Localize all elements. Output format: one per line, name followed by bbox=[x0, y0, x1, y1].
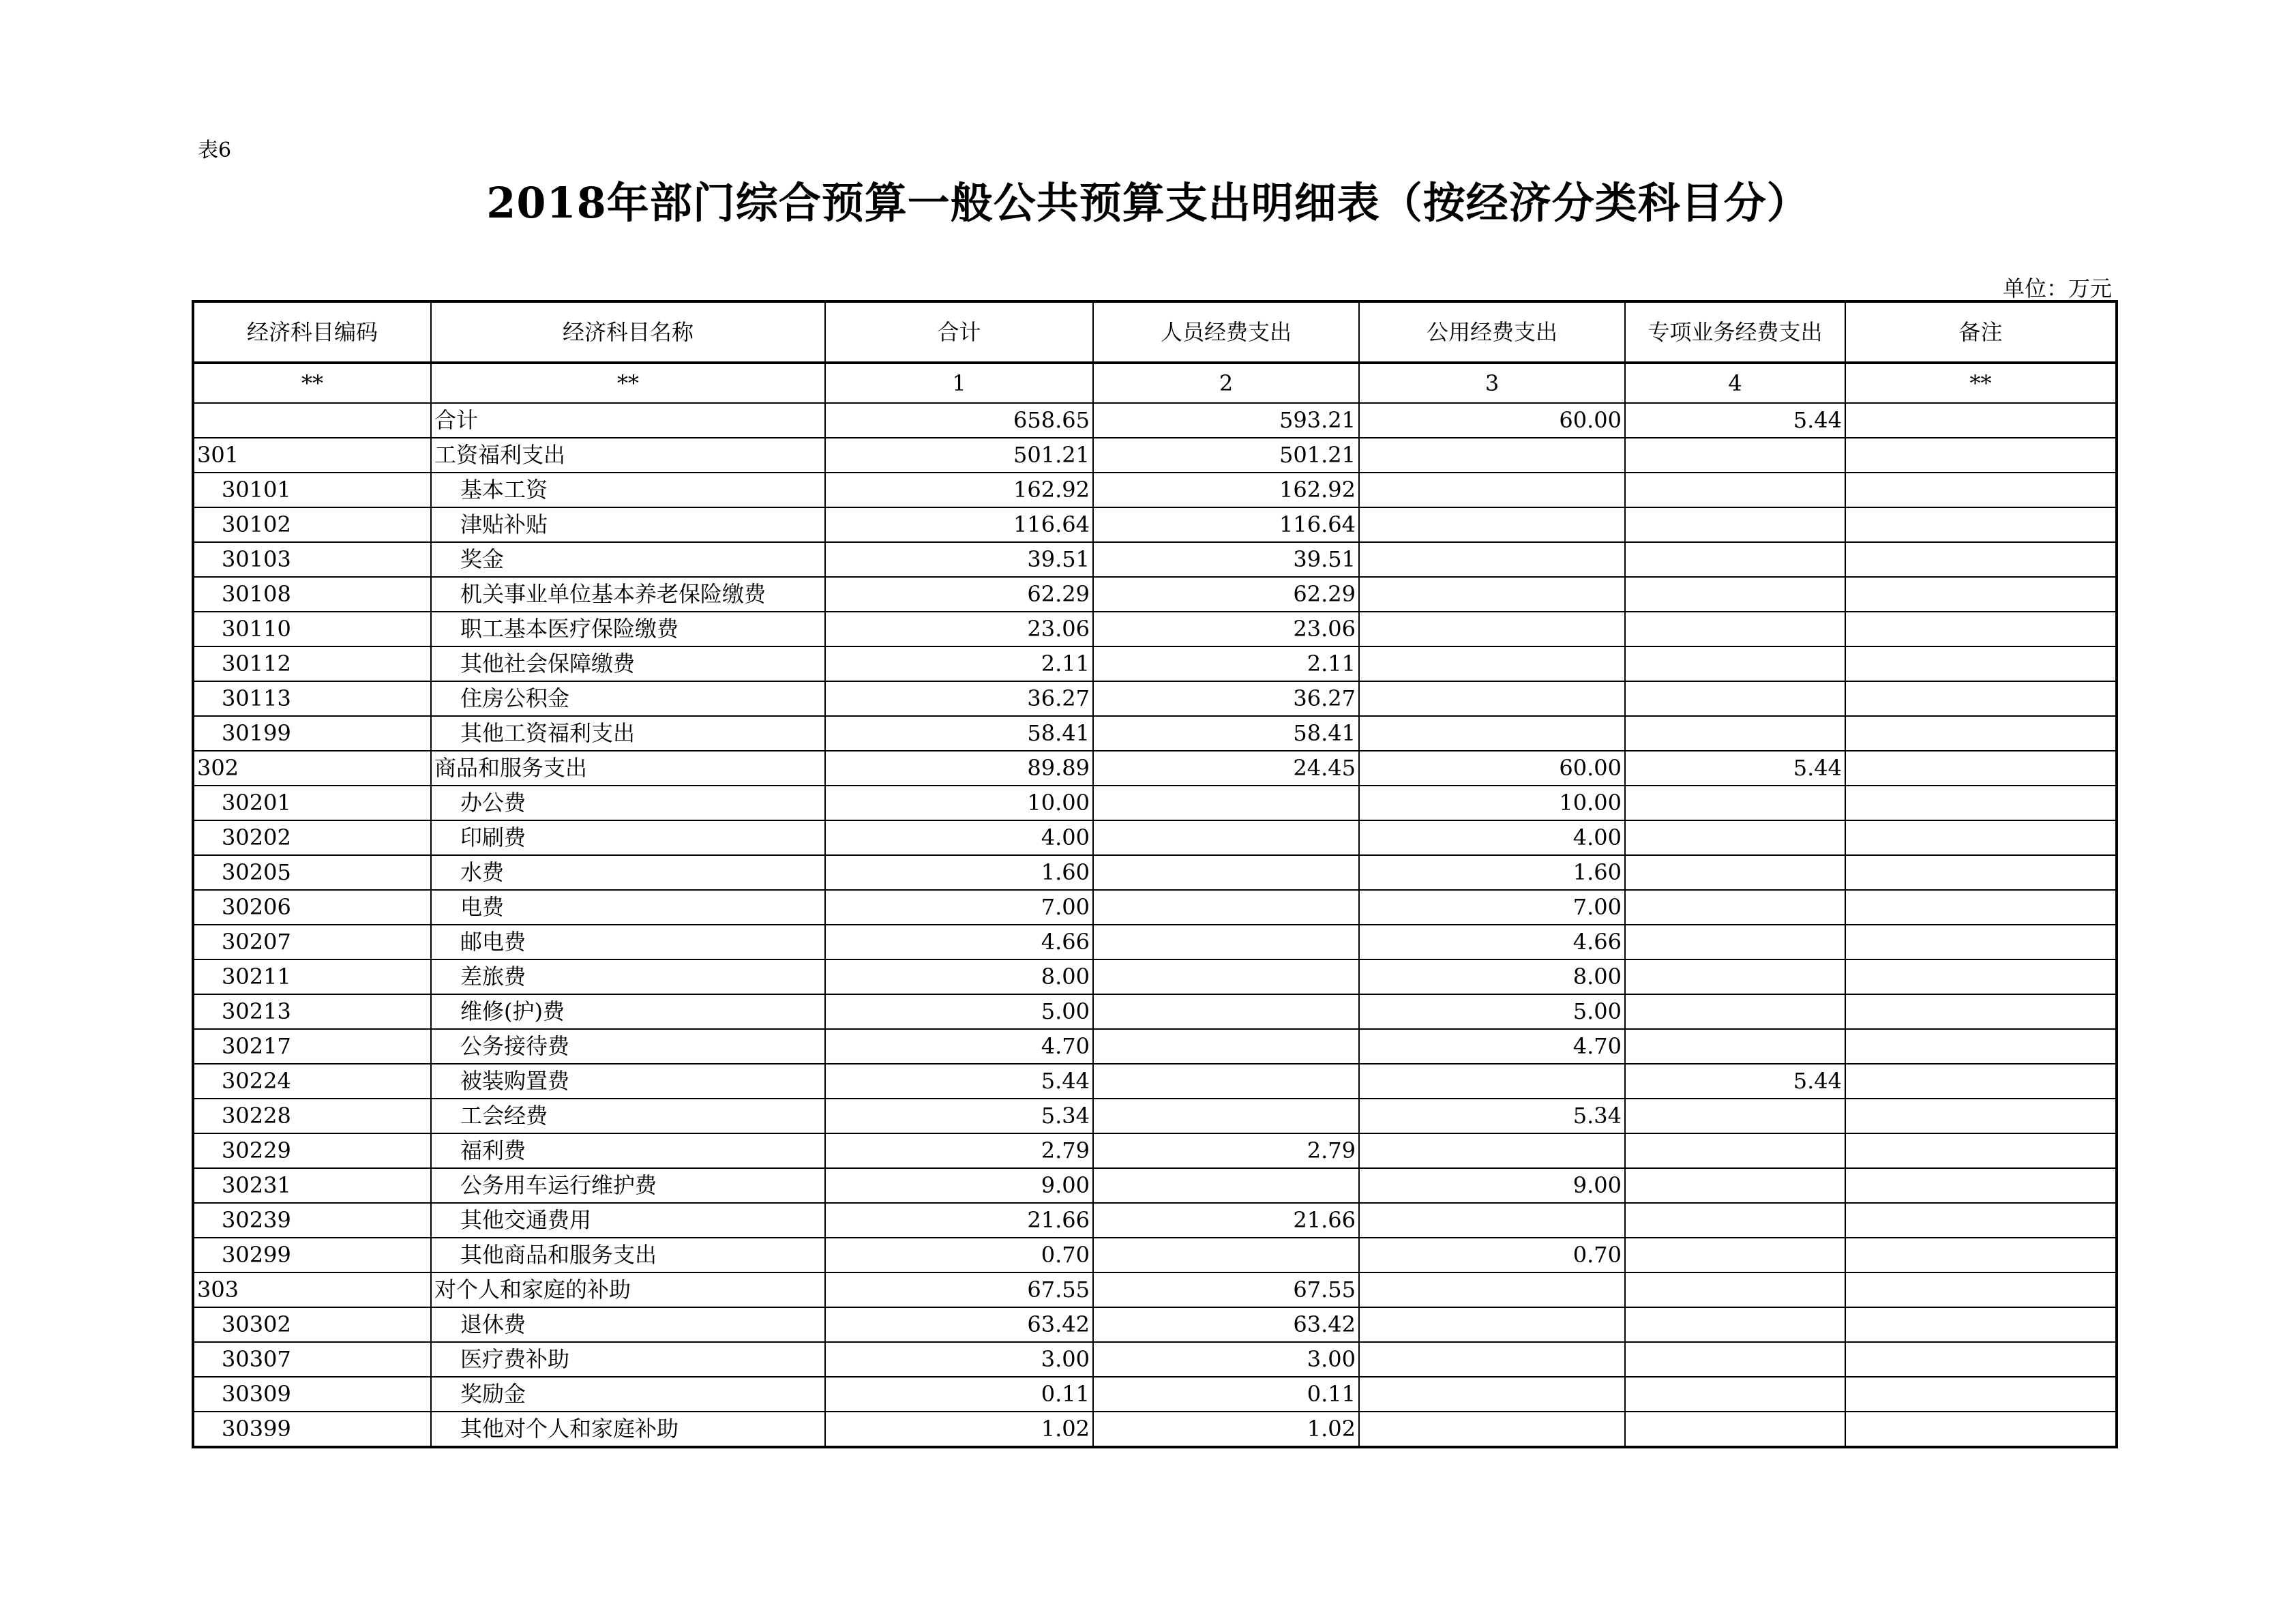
cell-code: 30224 bbox=[193, 1064, 431, 1099]
cell-code: 30199 bbox=[193, 716, 431, 751]
cell-public bbox=[1359, 577, 1625, 612]
cell-public: 4.66 bbox=[1359, 925, 1625, 959]
table-row bbox=[193, 681, 2117, 716]
cell-public: 60.00 bbox=[1359, 751, 1625, 786]
cell-special bbox=[1625, 1203, 1845, 1238]
table-number-label: 表6 bbox=[198, 138, 232, 162]
cell-public bbox=[1359, 1133, 1625, 1168]
cell-name: 办公费 bbox=[431, 786, 825, 820]
cell-public bbox=[1359, 438, 1625, 473]
cell-name: 合计 bbox=[431, 403, 825, 438]
cell-total: 9.00 bbox=[825, 1168, 1093, 1203]
cell-name: 机关事业单位基本养老保险缴费 bbox=[431, 577, 825, 612]
cell-special bbox=[1625, 716, 1845, 751]
cell-personnel bbox=[1093, 786, 1359, 820]
unit-label: 单位：万元 bbox=[2002, 276, 2112, 301]
cell-code: 30101 bbox=[193, 473, 431, 507]
cell-name: 其他社会保障缴费 bbox=[431, 646, 825, 681]
cell-public: 9.00 bbox=[1359, 1168, 1625, 1203]
cell-personnel bbox=[1093, 1029, 1359, 1064]
cell-note bbox=[1845, 1272, 2117, 1307]
cell-code: 30205 bbox=[193, 855, 431, 890]
cell-personnel bbox=[1093, 994, 1359, 1029]
cell-name: 其他交通费用 bbox=[431, 1203, 825, 1238]
cell-special: 5.44 bbox=[1625, 751, 1845, 786]
table-row bbox=[193, 1064, 2117, 1099]
cell-total: 2.11 bbox=[825, 646, 1093, 681]
cell-name: 电费 bbox=[431, 890, 825, 925]
cell-total: 1.60 bbox=[825, 855, 1093, 890]
cell-personnel bbox=[1093, 820, 1359, 855]
cell-personnel: 2.11 bbox=[1093, 646, 1359, 681]
table-row bbox=[193, 1412, 2117, 1447]
cell-special bbox=[1625, 1168, 1845, 1203]
table-row bbox=[193, 994, 2117, 1029]
table-body bbox=[193, 403, 2117, 1447]
cell-total: 21.66 bbox=[825, 1203, 1093, 1238]
cell-personnel: 162.92 bbox=[1093, 473, 1359, 507]
column-index-row bbox=[193, 363, 2117, 403]
cell-code: 30228 bbox=[193, 1099, 431, 1133]
cell-note bbox=[1845, 577, 2117, 612]
cell-code: 30302 bbox=[193, 1307, 431, 1342]
cell-name: 公务用车运行维护费 bbox=[431, 1168, 825, 1203]
cell-public: 1.60 bbox=[1359, 855, 1625, 890]
cell-note bbox=[1845, 1168, 2117, 1203]
cell-note bbox=[1845, 786, 2117, 820]
cell-special bbox=[1625, 1238, 1845, 1272]
cell-note bbox=[1845, 473, 2117, 507]
cell-code: 30110 bbox=[193, 612, 431, 646]
cell-note bbox=[1845, 1307, 2117, 1342]
column-header-personnel: 人员经费支出 bbox=[1093, 301, 1359, 363]
table-row bbox=[193, 1203, 2117, 1238]
cell-total: 5.44 bbox=[825, 1064, 1093, 1099]
cell-name: 邮电费 bbox=[431, 925, 825, 959]
cell-public bbox=[1359, 473, 1625, 507]
cell-name: 水费 bbox=[431, 855, 825, 890]
cell-public bbox=[1359, 1203, 1625, 1238]
column-header-note: 备注 bbox=[1845, 301, 2117, 363]
cell-code: 303 bbox=[193, 1272, 431, 1307]
cell-code: 30206 bbox=[193, 890, 431, 925]
cell-special bbox=[1625, 507, 1845, 542]
cell-name: 被装购置费 bbox=[431, 1064, 825, 1099]
cell-code: 302 bbox=[193, 751, 431, 786]
table-row bbox=[193, 1377, 2117, 1412]
cell-name: 福利费 bbox=[431, 1133, 825, 1168]
cell-code: 30207 bbox=[193, 925, 431, 959]
table-row bbox=[193, 890, 2117, 925]
table-row bbox=[193, 473, 2117, 507]
table-row bbox=[193, 855, 2117, 890]
cell-code: 30229 bbox=[193, 1133, 431, 1168]
cell-code: 30102 bbox=[193, 507, 431, 542]
table-row bbox=[193, 1029, 2117, 1064]
cell-note bbox=[1845, 542, 2117, 577]
cell-public: 4.00 bbox=[1359, 820, 1625, 855]
column-index-public: 3 bbox=[1359, 363, 1625, 403]
cell-personnel: 62.29 bbox=[1093, 577, 1359, 612]
cell-public bbox=[1359, 1307, 1625, 1342]
cell-note bbox=[1845, 1064, 2117, 1099]
cell-special bbox=[1625, 438, 1845, 473]
cell-total: 2.79 bbox=[825, 1133, 1093, 1168]
cell-personnel: 2.79 bbox=[1093, 1133, 1359, 1168]
cell-code: 30201 bbox=[193, 786, 431, 820]
cell-total: 0.70 bbox=[825, 1238, 1093, 1272]
table-row bbox=[193, 959, 2117, 994]
cell-public: 8.00 bbox=[1359, 959, 1625, 994]
cell-public bbox=[1359, 681, 1625, 716]
cell-name: 差旅费 bbox=[431, 959, 825, 994]
column-header-name: 经济科目名称 bbox=[431, 301, 825, 363]
cell-name: 其他商品和服务支出 bbox=[431, 1238, 825, 1272]
cell-personnel: 593.21 bbox=[1093, 403, 1359, 438]
cell-special bbox=[1625, 1342, 1845, 1377]
cell-note bbox=[1845, 751, 2117, 786]
cell-public: 4.70 bbox=[1359, 1029, 1625, 1064]
cell-personnel: 63.42 bbox=[1093, 1307, 1359, 1342]
cell-total: 162.92 bbox=[825, 473, 1093, 507]
cell-personnel bbox=[1093, 855, 1359, 890]
cell-special bbox=[1625, 577, 1845, 612]
cell-note bbox=[1845, 507, 2117, 542]
cell-total: 62.29 bbox=[825, 577, 1093, 612]
cell-note bbox=[1845, 1377, 2117, 1412]
cell-note bbox=[1845, 1342, 2117, 1377]
cell-public: 0.70 bbox=[1359, 1238, 1625, 1272]
cell-total: 7.00 bbox=[825, 890, 1093, 925]
cell-note bbox=[1845, 855, 2117, 890]
cell-name: 基本工资 bbox=[431, 473, 825, 507]
table-row bbox=[193, 1307, 2117, 1342]
cell-personnel: 501.21 bbox=[1093, 438, 1359, 473]
cell-personnel bbox=[1093, 1064, 1359, 1099]
table-row bbox=[193, 751, 2117, 786]
cell-note bbox=[1845, 1133, 2117, 1168]
cell-special bbox=[1625, 890, 1845, 925]
cell-personnel: 116.64 bbox=[1093, 507, 1359, 542]
table-row bbox=[193, 542, 2117, 577]
cell-note bbox=[1845, 438, 2117, 473]
cell-public bbox=[1359, 542, 1625, 577]
cell-code: 30399 bbox=[193, 1412, 431, 1447]
cell-total: 4.66 bbox=[825, 925, 1093, 959]
cell-code bbox=[193, 403, 431, 438]
cell-public: 5.00 bbox=[1359, 994, 1625, 1029]
column-header-total: 合计 bbox=[825, 301, 1093, 363]
cell-public bbox=[1359, 612, 1625, 646]
cell-code: 30112 bbox=[193, 646, 431, 681]
cell-public bbox=[1359, 716, 1625, 751]
cell-note bbox=[1845, 820, 2117, 855]
cell-public: 5.34 bbox=[1359, 1099, 1625, 1133]
cell-personnel bbox=[1093, 890, 1359, 925]
cell-name: 奖励金 bbox=[431, 1377, 825, 1412]
column-index-name: ** bbox=[431, 363, 825, 403]
table-row bbox=[193, 646, 2117, 681]
cell-code: 30299 bbox=[193, 1238, 431, 1272]
table-row bbox=[193, 612, 2117, 646]
cell-special bbox=[1625, 473, 1845, 507]
cell-name: 工资福利支出 bbox=[431, 438, 825, 473]
cell-total: 36.27 bbox=[825, 681, 1093, 716]
cell-total: 1.02 bbox=[825, 1412, 1093, 1447]
cell-note bbox=[1845, 925, 2117, 959]
table-row bbox=[193, 1342, 2117, 1377]
cell-total: 501.21 bbox=[825, 438, 1093, 473]
cell-code: 30239 bbox=[193, 1203, 431, 1238]
cell-code: 30113 bbox=[193, 681, 431, 716]
cell-name: 住房公积金 bbox=[431, 681, 825, 716]
table-row bbox=[193, 1099, 2117, 1133]
cell-public bbox=[1359, 1377, 1625, 1412]
cell-personnel: 24.45 bbox=[1093, 751, 1359, 786]
cell-note bbox=[1845, 403, 2117, 438]
table-row bbox=[193, 1238, 2117, 1272]
cell-public bbox=[1359, 1272, 1625, 1307]
cell-special bbox=[1625, 786, 1845, 820]
cell-total: 0.11 bbox=[825, 1377, 1093, 1412]
table-row bbox=[193, 577, 2117, 612]
cell-name: 其他工资福利支出 bbox=[431, 716, 825, 751]
cell-total: 39.51 bbox=[825, 542, 1093, 577]
table-row bbox=[193, 1272, 2117, 1307]
cell-special bbox=[1625, 646, 1845, 681]
cell-name: 其他对个人和家庭补助 bbox=[431, 1412, 825, 1447]
table-row bbox=[193, 1168, 2117, 1203]
cell-special: 5.44 bbox=[1625, 403, 1845, 438]
cell-public bbox=[1359, 507, 1625, 542]
cell-public bbox=[1359, 646, 1625, 681]
cell-name: 公务接待费 bbox=[431, 1029, 825, 1064]
cell-total: 8.00 bbox=[825, 959, 1093, 994]
cell-special bbox=[1625, 1307, 1845, 1342]
cell-special bbox=[1625, 681, 1845, 716]
cell-name: 津贴补贴 bbox=[431, 507, 825, 542]
cell-special bbox=[1625, 542, 1845, 577]
cell-note bbox=[1845, 890, 2117, 925]
cell-code: 30108 bbox=[193, 577, 431, 612]
cell-personnel: 0.11 bbox=[1093, 1377, 1359, 1412]
cell-name: 商品和服务支出 bbox=[431, 751, 825, 786]
cell-code: 30217 bbox=[193, 1029, 431, 1064]
cell-code: 30103 bbox=[193, 542, 431, 577]
document-title: 2018年部门综合预算一般公共预算支出明细表（按经济分类科目分） bbox=[486, 178, 1810, 228]
cell-total: 67.55 bbox=[825, 1272, 1093, 1307]
cell-note bbox=[1845, 1029, 2117, 1064]
cell-note bbox=[1845, 716, 2117, 751]
cell-personnel: 21.66 bbox=[1093, 1203, 1359, 1238]
cell-code: 30213 bbox=[193, 994, 431, 1029]
cell-special bbox=[1625, 1029, 1845, 1064]
cell-personnel: 67.55 bbox=[1093, 1272, 1359, 1307]
cell-total: 658.65 bbox=[825, 403, 1093, 438]
cell-special bbox=[1625, 925, 1845, 959]
cell-code: 301 bbox=[193, 438, 431, 473]
table-row bbox=[193, 716, 2117, 751]
cell-name: 奖金 bbox=[431, 542, 825, 577]
cell-special bbox=[1625, 820, 1845, 855]
cell-note bbox=[1845, 1203, 2117, 1238]
cell-code: 30202 bbox=[193, 820, 431, 855]
cell-special: 5.44 bbox=[1625, 1064, 1845, 1099]
cell-code: 30231 bbox=[193, 1168, 431, 1203]
cell-personnel bbox=[1093, 959, 1359, 994]
cell-public bbox=[1359, 1342, 1625, 1377]
column-index-total: 1 bbox=[825, 363, 1093, 403]
cell-name: 印刷费 bbox=[431, 820, 825, 855]
table-row bbox=[193, 820, 2117, 855]
column-index-code: ** bbox=[193, 363, 431, 403]
cell-total: 3.00 bbox=[825, 1342, 1093, 1377]
cell-total: 63.42 bbox=[825, 1307, 1093, 1342]
cell-name: 维修(护)费 bbox=[431, 994, 825, 1029]
table-row bbox=[193, 438, 2117, 473]
cell-name: 工会经费 bbox=[431, 1099, 825, 1133]
cell-total: 5.34 bbox=[825, 1099, 1093, 1133]
cell-special bbox=[1625, 855, 1845, 890]
cell-total: 23.06 bbox=[825, 612, 1093, 646]
cell-personnel bbox=[1093, 1099, 1359, 1133]
cell-public: 10.00 bbox=[1359, 786, 1625, 820]
cell-name: 退休费 bbox=[431, 1307, 825, 1342]
cell-public: 60.00 bbox=[1359, 403, 1625, 438]
cell-special bbox=[1625, 1272, 1845, 1307]
cell-personnel: 1.02 bbox=[1093, 1412, 1359, 1447]
cell-total: 4.70 bbox=[825, 1029, 1093, 1064]
cell-name: 职工基本医疗保险缴费 bbox=[431, 612, 825, 646]
cell-special bbox=[1625, 994, 1845, 1029]
cell-note bbox=[1845, 612, 2117, 646]
column-header-public: 公用经费支出 bbox=[1359, 301, 1625, 363]
cell-personnel: 36.27 bbox=[1093, 681, 1359, 716]
cell-note bbox=[1845, 681, 2117, 716]
cell-personnel: 58.41 bbox=[1093, 716, 1359, 751]
cell-code: 30211 bbox=[193, 959, 431, 994]
cell-total: 116.64 bbox=[825, 507, 1093, 542]
cell-note bbox=[1845, 959, 2117, 994]
cell-special bbox=[1625, 1377, 1845, 1412]
column-index-special: 4 bbox=[1625, 363, 1845, 403]
cell-public: 7.00 bbox=[1359, 890, 1625, 925]
column-index-personnel: 2 bbox=[1093, 363, 1359, 403]
cell-public bbox=[1359, 1412, 1625, 1447]
cell-personnel: 23.06 bbox=[1093, 612, 1359, 646]
column-index-note: ** bbox=[1845, 363, 2117, 403]
cell-personnel bbox=[1093, 1238, 1359, 1272]
cell-total: 4.00 bbox=[825, 820, 1093, 855]
cell-total: 5.00 bbox=[825, 994, 1093, 1029]
cell-special bbox=[1625, 612, 1845, 646]
cell-public bbox=[1359, 1064, 1625, 1099]
cell-special bbox=[1625, 1133, 1845, 1168]
table-row bbox=[193, 403, 2117, 438]
cell-code: 30309 bbox=[193, 1377, 431, 1412]
table-row bbox=[193, 786, 2117, 820]
column-header-code: 经济科目编码 bbox=[193, 301, 431, 363]
table-row bbox=[193, 507, 2117, 542]
cell-special bbox=[1625, 1412, 1845, 1447]
column-header-special: 专项业务经费支出 bbox=[1625, 301, 1845, 363]
cell-special bbox=[1625, 959, 1845, 994]
cell-personnel bbox=[1093, 925, 1359, 959]
cell-note bbox=[1845, 646, 2117, 681]
cell-note bbox=[1845, 1099, 2117, 1133]
cell-total: 89.89 bbox=[825, 751, 1093, 786]
cell-personnel bbox=[1093, 1168, 1359, 1203]
cell-name: 医疗费补助 bbox=[431, 1342, 825, 1377]
table-row bbox=[193, 925, 2117, 959]
cell-name: 对个人和家庭的补助 bbox=[431, 1272, 825, 1307]
cell-note bbox=[1845, 1412, 2117, 1447]
cell-total: 10.00 bbox=[825, 786, 1093, 820]
cell-special bbox=[1625, 1099, 1845, 1133]
cell-total: 58.41 bbox=[825, 716, 1093, 751]
cell-note bbox=[1845, 1238, 2117, 1272]
cell-personnel: 39.51 bbox=[1093, 542, 1359, 577]
cell-note bbox=[1845, 994, 2117, 1029]
cell-code: 30307 bbox=[193, 1342, 431, 1377]
column-header-row bbox=[193, 301, 2117, 363]
cell-personnel: 3.00 bbox=[1093, 1342, 1359, 1377]
table-row bbox=[193, 1133, 2117, 1168]
budget-table bbox=[192, 300, 2118, 1448]
